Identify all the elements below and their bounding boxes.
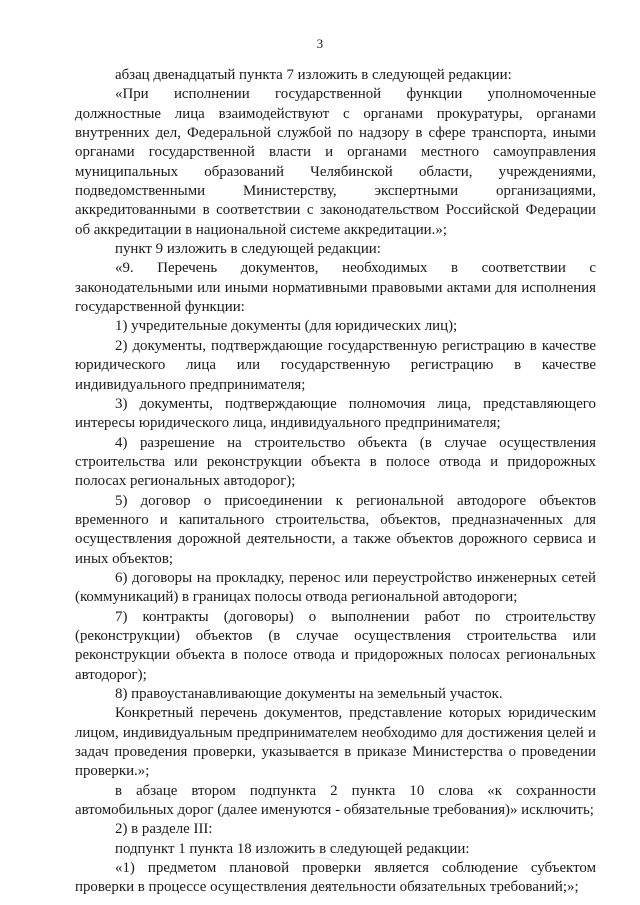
faint-stamp-mark [300, 842, 350, 876]
list-item-4: 4) разрешение на строительство объекта (в случае осуществления строительства или реконструкции объекта в полосе отвода и придорожных полосах региональных автодорог); [75, 434, 596, 490]
paragraph-abzac-12: абзац двенадцатый пункта 7 изложить в следующей редакции: [115, 67, 512, 83]
paragraph-punkt-10-amendment: в абзаце втором подпункта 2 пункта 10 слова «к сохранности автомобильных дорог (далее именуются - обязательные требования)» исключить; [75, 782, 596, 819]
list-item-1: 1) учредительные документы (для юридических лиц); [115, 318, 458, 335]
paragraph-razdel-3: 2) в разделе III: [115, 821, 213, 838]
page-number: 3 [316, 36, 324, 51]
paragraph-konkretnyi-perechen: Конкретный перечень документов, представление которых юридическим лицом, индивидуальным предпринимателем необходимо для достижения целей и задач проведения проверки, указывается в приказе Министерства о проведении проверки.»; [75, 705, 596, 780]
paragraph-punkt-18-intro: подпункт 1 пункта 18 изложить в следующей редакции: [115, 840, 470, 857]
list-item-8: 8) правоустанавливающие документы на земельный участок. [115, 686, 503, 702]
paragraph-punkt-9-perechen: «9. Перечень документов, необходимых в соответствии с законодательными или иными нормативными правовыми актами для исполнения государственной функции: [75, 260, 596, 316]
document-body [75, 66, 596, 898]
paragraph-punkt-9-intro: пункт 9 изложить в следующей редакции: [115, 241, 381, 258]
paragraph-punkt-18-text: «1) предметом плановой проверки является соблюдение субъектом проверки в процессе осуществления деятельности обязательных требований;»; [75, 860, 596, 896]
list-item-6: 6) договоры на прокладку, перенос или переустройство инженерных сетей (коммуникаций) в границах полосы отвода региональной автодороги; [75, 569, 596, 606]
paragraph-vzaimodeistvie: «При исполнении государственной функции уполномоченные должностные лица взаимодействуют с органами прокуратуры, органами внутренних дел, Федеральной службой по надзору в сфере транспорта, иными органами государственной власти и органами местного самоуправления муниципальных образований Челябинской области, учреждениями, подведомственными Министерству, экспертными организациями, аккредитованными в соответствии с законодательством Российской Федерации об аккредитации в национальной системе аккредитации.»; [75, 86, 596, 238]
list-item-5: 5) договор о присоединении к региональной автодороге объектов временного и капитального строительства, объектов, предназначенных для осуществления дорожной деятельности, а также объектов дорожного сервиса и иных объектов; [75, 492, 596, 567]
list-item-2: 2) документы, подтверждающие государственную регистрацию в качестве юридического лица или государственную регистрацию в качестве индивидуального предпринимателя; [75, 337, 596, 393]
list-item-3: 3) документы, подтверждающие полномочия лица, представляющего интересы юридического лица, индивидуального предпринимателя; [75, 395, 596, 432]
list-item-7: 7) контракты (договоры) о выполнении работ по строительству (реконструкции) объектов (в случае осуществления строительства или реконструкции объекта в полосе отвода и придорожных полосах региональных автодорог); [75, 608, 596, 683]
